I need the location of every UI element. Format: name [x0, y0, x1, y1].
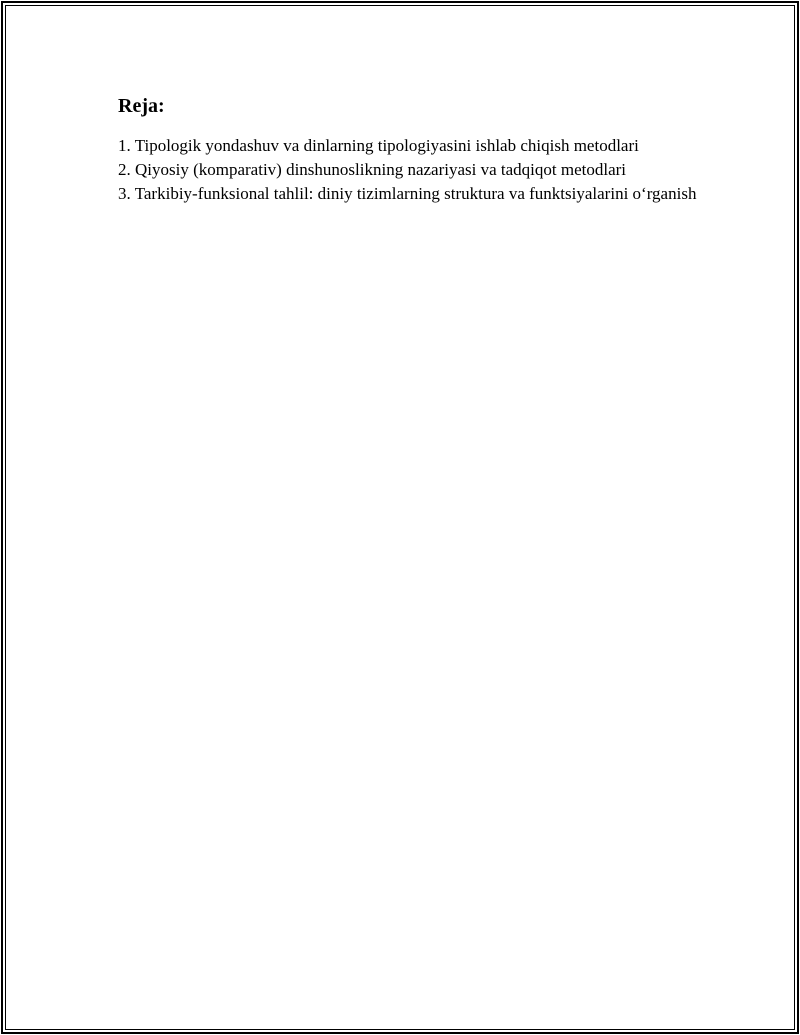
page-title: Reja:: [118, 95, 165, 117]
document-content: [118, 94, 698, 206]
plan-list: [118, 134, 698, 206]
plan-item-3: 3. Tarkibiy-funksional tahlil: diniy tizimlarning struktura va funktsiyalarini o‘rganish: [118, 184, 697, 203]
plan-item-1: 1. Tipologik yondashuv va dinlarning tipologiyasini ishlab chiqish metodlari: [118, 136, 639, 155]
plan-item-2: 2. Qiyosiy (komparativ) dinshunoslikning nazariyasi va tadqiqot metodlari: [118, 160, 627, 179]
